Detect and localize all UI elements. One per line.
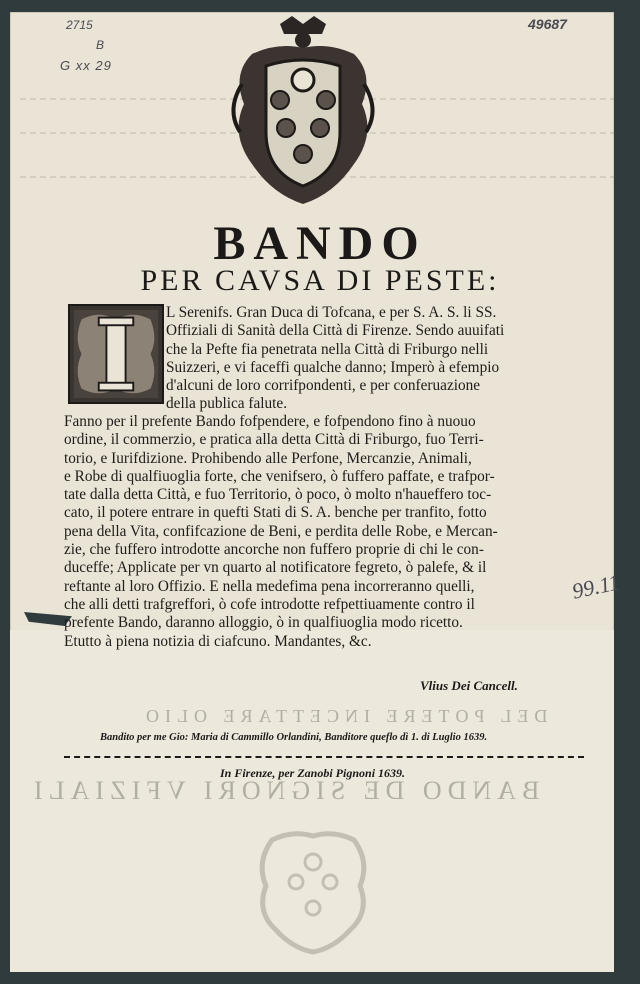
text-line: che alli detti trafgreffori, ò cofe introdotte refpettiuamente contro il xyxy=(64,595,475,613)
intro-paragraph xyxy=(166,304,504,414)
bleed-through-crest-icon xyxy=(252,816,374,956)
text-line: ordine, il commerzio, e pratica alla detta Città di Friburgo, fuo Terri- xyxy=(64,431,484,449)
divider-rule xyxy=(64,756,584,758)
text-line: d'alcuni de loro corrifpondenti, e per conferuazione xyxy=(166,377,481,395)
text-line: e Robe di qualfiuoglia forte, che venifsero, ò fuffero paffate, e trafpor- xyxy=(64,467,495,485)
text-line: Etutto à piena notizia di ciafcuno. Mandantes, &c. xyxy=(64,632,372,650)
bleed-through-text: DEL POTERE INCETTARE OLIO xyxy=(140,706,548,726)
text-line: reftante al loro Offizio. E nella medefima pena incorreranno quelli, xyxy=(64,577,475,595)
text-line: pena della Vita, confifcazione de Beni, e perdita delle Robe, e Mercan- xyxy=(64,522,498,540)
text-line: zie, che fuffero introdotte ancorche non fuffero proprie di chi le con- xyxy=(64,541,484,559)
text-line: della publica falute. xyxy=(166,395,288,413)
decorated-initial-icon xyxy=(68,304,164,404)
promulgation-note: Bandito per me Gio: Maria di Cammillo Orlandini, Banditore queflo dì 1. di Luglio 1639. xyxy=(100,732,488,743)
text-line: Fanno per il prefente Bando fofpendere, e fofpendono fino à nuouo xyxy=(64,413,476,430)
medici-coat-of-arms-icon xyxy=(222,14,384,210)
text-line: duceffe; Applicate per vn quarto al notificatore fegreto, ò palefe, & il xyxy=(64,559,487,577)
main-paragraph xyxy=(64,413,498,651)
printer-imprint: In Firenze, per Zanobi Pignoni 1639. xyxy=(220,766,406,780)
archive-collection: G xx 29 xyxy=(60,58,112,73)
text-line: L Serenifs. Gran Duca di Tofcana, e per S. A. S. li SS. xyxy=(166,304,497,321)
text-line: torio, e Iurifdizione. Prohibendo alle Perfone, Mercanzie, Animali, xyxy=(64,449,472,467)
text-line: tate dalla detta Città, e fuo Territorio, ò poco, ò molto n'haueffero toc- xyxy=(64,486,492,504)
document-title: BANDO xyxy=(213,217,427,270)
margin-annotation: 99.11 xyxy=(569,569,622,604)
text-line: che la Pefte fia penetrata nella Città di Friburgo nelli xyxy=(166,340,489,358)
archive-shelfmark: 2715 xyxy=(66,18,93,32)
chancellor-signature: Vlius Dei Cancell. xyxy=(420,678,518,693)
text-line: Suizzeri, e vi faceffi qualche danno; Imperò à efempio xyxy=(166,358,500,376)
archive-shelfmark-b: B xyxy=(96,38,105,52)
bleed-through-title: BANDO DE SIGNORI VFIZIALI xyxy=(28,776,540,805)
text-line: cato, il potere entrare in quefti Stati di S. A. benche per tranfito, fotto xyxy=(64,504,487,522)
archive-item-number: 49687 xyxy=(528,16,567,32)
document-subtitle: PER CAVSA DI PESTE: xyxy=(140,264,500,297)
text-line: Offiziali di Sanità della Città di Firenze. Sendo auuifati xyxy=(166,322,505,340)
text-line: prefente Bando, daranno alloggio, ò in qualfiuoglia modo ricetto. xyxy=(64,614,463,632)
